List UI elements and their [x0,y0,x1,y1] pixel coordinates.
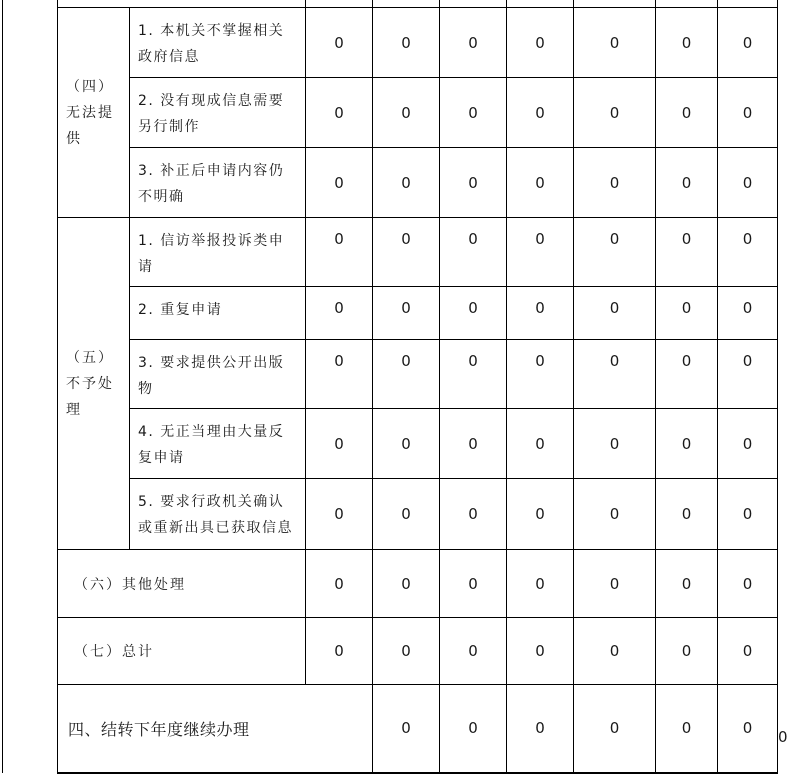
value-cell: 0 [718,287,778,340]
value-cell: 0 [718,685,778,773]
value-cell: 0 [373,685,440,773]
value-cell: 0 [440,409,507,479]
value-cell: 0 [373,618,440,685]
value-cell: 0 [574,409,656,479]
value-cell: 0 [507,340,574,409]
table-row [3,8,778,78]
value-cell: 0 [373,8,440,78]
value-cell: 0 [656,148,718,218]
value-cell: 0 [373,148,440,218]
value-cell: 0 [656,287,718,340]
value-cell: 0 [718,78,778,148]
value-cell: 0 [574,340,656,409]
row-label: 2. 没有现成信息需要另行制作 [130,78,306,148]
value-cell: 0 [656,340,718,409]
value-cell: 0 [507,287,574,340]
value-cell: 0 [373,340,440,409]
value-cell: 0 [574,218,656,287]
value-cell: 0 [574,287,656,340]
value-cell: 0 [656,479,718,550]
value-cell: 0 [440,148,507,218]
value-cell: 0 [306,148,373,218]
value-cell: 0 [440,550,507,618]
table-row [3,618,778,685]
value-cell: 0 [306,78,373,148]
statistics-table [2,0,788,774]
row-label: 4. 无正当理由大量反复申请 [130,409,306,479]
value-cell: 0 [440,685,507,773]
value-cell: 0 [440,78,507,148]
value-cell: 0 [574,479,656,550]
value-cell: 0 [656,218,718,287]
value-cell: 0 [373,218,440,287]
value-cell: 0 [507,618,574,685]
value-cell: 0 [574,148,656,218]
value-cell: 0 [306,618,373,685]
row-label: 1. 信访举报投诉类申请 [130,218,306,287]
value-cell: 0 [718,550,778,618]
value-cell: 0 [306,287,373,340]
value-cell: 0 [507,78,574,148]
value-cell: 0 [718,218,778,287]
table-row: 四、结转下年度继续办理 0 0 0 0 0 0 0 [3,685,778,773]
value-cell: 0 [718,340,778,409]
value-cell: 0 [440,479,507,550]
value-cell: 0 [574,618,656,685]
value-cell: 0 [306,340,373,409]
value-cell: 0 [440,218,507,287]
outer-left-column [3,0,58,773]
value-cell: 0 [718,409,778,479]
value-cell: 0 [507,8,574,78]
value-cell: 0 [656,409,718,479]
value-cell: 0 [507,550,574,618]
value-cell: 0 [656,685,718,773]
value-cell: 0 [507,479,574,550]
value-cell: 0 [656,8,718,78]
value-cell: 0 [306,218,373,287]
value-cell: 0 [373,409,440,479]
table-row [3,550,778,618]
value-cell: 0 [373,550,440,618]
value-cell: 0 [574,78,656,148]
row-label: 2. 重复申请 [130,287,306,340]
value-cell: 0 [718,148,778,218]
row-label: 3. 补正后申请内容仍不明确 [130,148,306,218]
value-cell: 0 [718,618,778,685]
row-label: （六）其他处理 [58,550,306,618]
value-cell: 0 [440,287,507,340]
value-cell: 0 [507,685,574,773]
value-cell: 0 [306,8,373,78]
value-cell: 0 [656,78,718,148]
value-cell: 0 [507,409,574,479]
value-cell: 0 [440,340,507,409]
value-cell: 0 [574,550,656,618]
value-cell: 0 [656,618,718,685]
table-row [3,218,778,287]
row-label: 3. 要求提供公开出版物 [130,340,306,409]
value-cell: 0 [656,550,718,618]
previous-row-sliver [3,0,778,8]
value-cell: 0 [718,479,778,550]
value-cell: 0 [507,218,574,287]
value-cell: 0 [373,78,440,148]
value-cell: 0 [306,479,373,550]
value-cell: 0 [507,148,574,218]
value-cell: 0 [373,479,440,550]
value-cell: 0 [574,685,656,773]
group-label: （四）无法提供 [58,8,130,218]
value-cell: 0 [306,409,373,479]
value-cell: 0 [574,8,656,78]
row-label: 1. 本机关不掌握相关政府信息 [130,8,306,78]
value-cell: 0 [440,8,507,78]
row-label: （七）总计 [58,618,306,685]
value-cell: 0 [373,287,440,340]
group-label: （五）不予处理 [58,218,130,550]
value-cell: 0 [440,618,507,685]
row-label: 5. 要求行政机关确认或重新出具已获取信息 [130,479,306,550]
value-cell: 0 [718,8,778,78]
value-cell: 0 [306,550,373,618]
section-four-label: 四、结转下年度继续办理 [58,685,373,773]
